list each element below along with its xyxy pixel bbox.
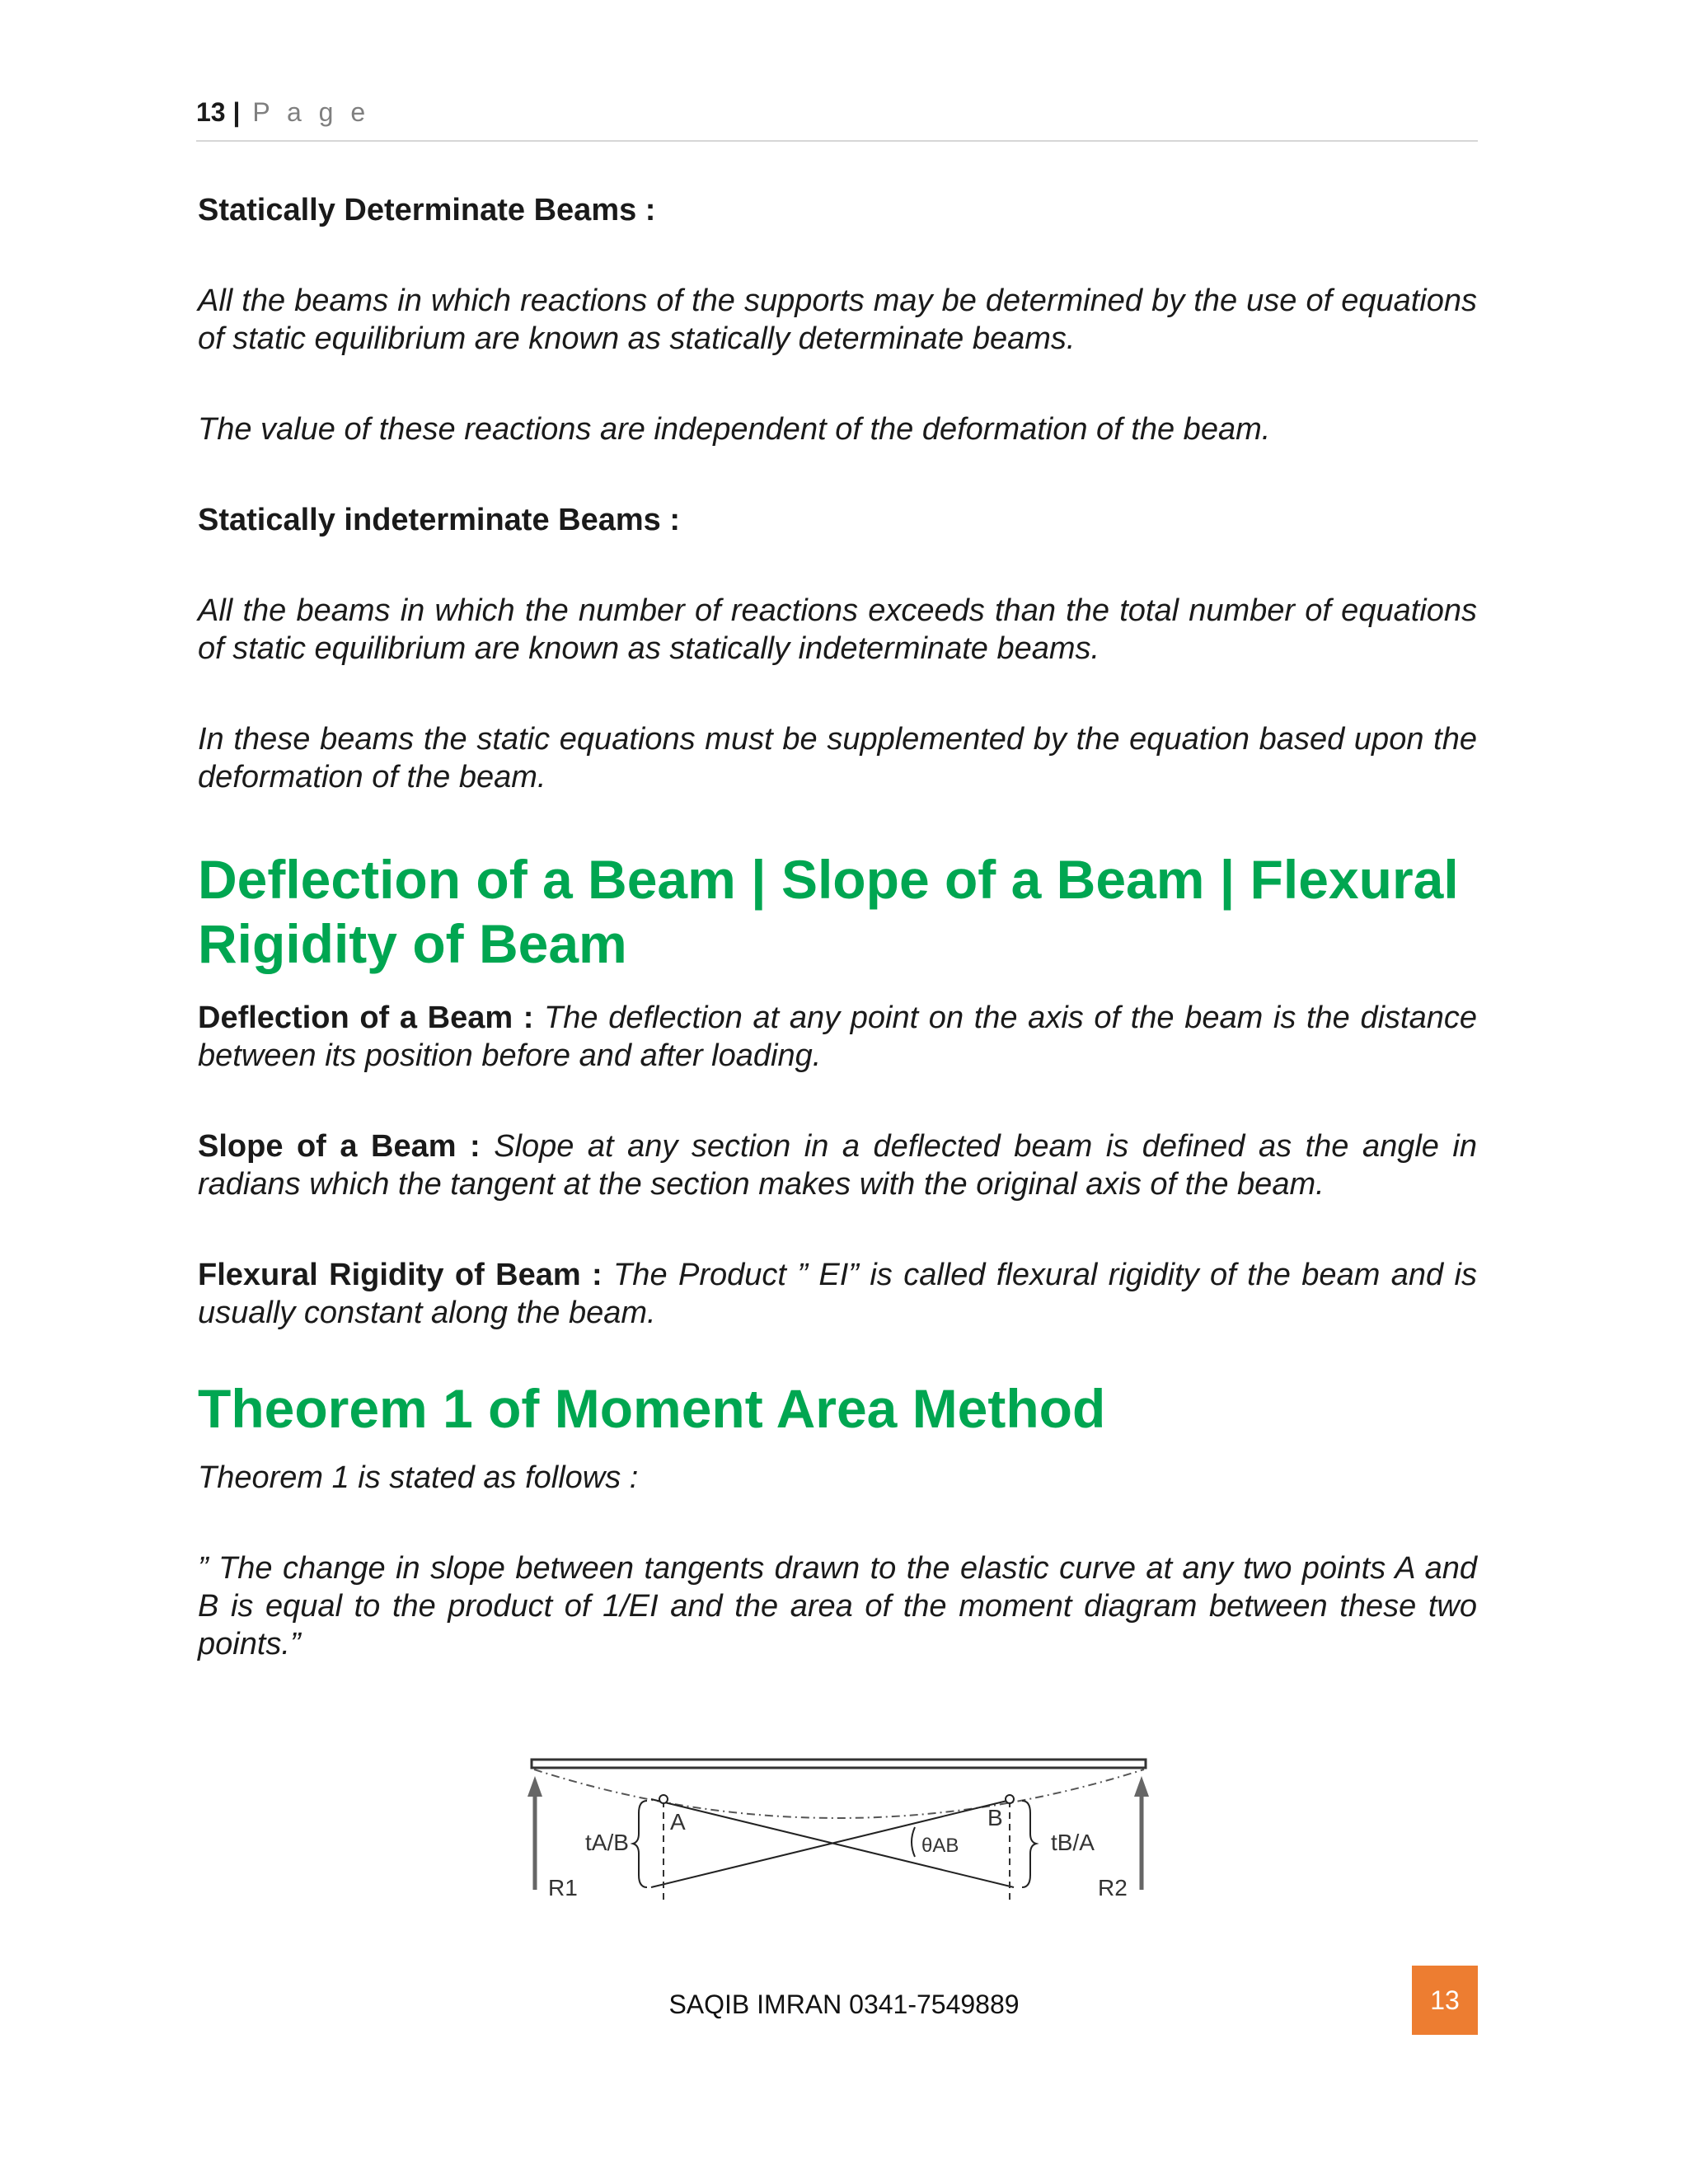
determinate-paragraph-1: All the beams in which reactions of the supports may be determined by the use of equations of static equilibrium are known as statically determinate beams. — [198, 284, 1477, 356]
beam — [532, 1760, 1146, 1768]
brace-tba — [1022, 1801, 1036, 1887]
rigidity-definition — [198, 1256, 1477, 1332]
reaction-arrow-right — [1134, 1776, 1149, 1890]
angle-arc — [912, 1827, 915, 1857]
rigidity-text: The Product ” EI” is called flexural rigidity of the beam and is usually constant along the beam. — [198, 1258, 1477, 1330]
label-theta: θAB — [921, 1835, 959, 1857]
label-b: B — [987, 1805, 1003, 1830]
deflection-text: The deflection at any point on the axis of the beam is the distance between its position before and after loading. — [198, 1001, 1477, 1073]
theorem-statement: ” The change in slope between tangents drawn to the elastic curve at any two points A and B is equal to the product of 1/EI and the area of the moment diagram between these two points.” — [198, 1551, 1477, 1661]
theorem-heading: Theorem 1 of Moment Area Method — [198, 1378, 1106, 1439]
deflection-heading: Deflection of a Beam | Slope of a Beam | Flexural Rigidity of Beam — [198, 849, 1459, 974]
document-body — [198, 191, 1477, 1663]
deflection-definition — [198, 999, 1477, 1075]
slope-label: Slope of a Beam : — [198, 1129, 481, 1164]
theorem-intro: Theorem 1 is stated as follows : — [198, 1460, 639, 1495]
elastic-curve — [534, 1769, 1144, 1818]
header-separator: | — [232, 97, 241, 127]
indeterminate-paragraph-2: In these beams the static equations must be supplemented by the equation based upon the deformation of the beam. — [198, 722, 1477, 794]
header-page-number: 13 — [196, 97, 226, 127]
label-a: A — [670, 1809, 686, 1835]
footer-author: SAQIB IMRAN 0341-7549889 — [668, 1990, 1020, 2019]
label-r2: R2 — [1098, 1875, 1128, 1900]
determinate-paragraph-2: The value of these reactions are independent of the deformation of the beam. — [198, 412, 1271, 447]
deflection-label: Deflection of a Beam : — [198, 1001, 534, 1035]
slope-text: Slope at any section in a deflected beam is defined as the angle in radians which the tangent at the section makes with the original axis of the beam. — [198, 1129, 1478, 1202]
point-a-marker — [659, 1795, 668, 1803]
point-b-marker — [1006, 1795, 1014, 1803]
reaction-arrow-left — [528, 1776, 542, 1890]
page-number-badge: 13 — [1412, 1966, 1478, 2035]
label-r1: R1 — [548, 1875, 578, 1900]
indeterminate-title: Statically indeterminate Beams : — [198, 503, 680, 537]
page-header — [196, 97, 1478, 142]
slope-definition — [198, 1127, 1477, 1203]
brace-tab — [633, 1801, 647, 1887]
label-tba: tB/A — [1051, 1830, 1095, 1855]
determinate-title: Statically Determinate Beams : — [198, 193, 656, 227]
moment-area-diagram — [528, 1751, 1154, 1904]
label-tab: tA/B — [585, 1830, 629, 1855]
header-page-word: P a g e — [252, 97, 371, 127]
rigidity-label: Flexural Rigidity of Beam : — [198, 1258, 603, 1292]
indeterminate-paragraph-1: All the beams in which the number of reactions exceeds than the total number of equations of static equilibrium are known as statically indeterminate beams. — [198, 593, 1477, 666]
